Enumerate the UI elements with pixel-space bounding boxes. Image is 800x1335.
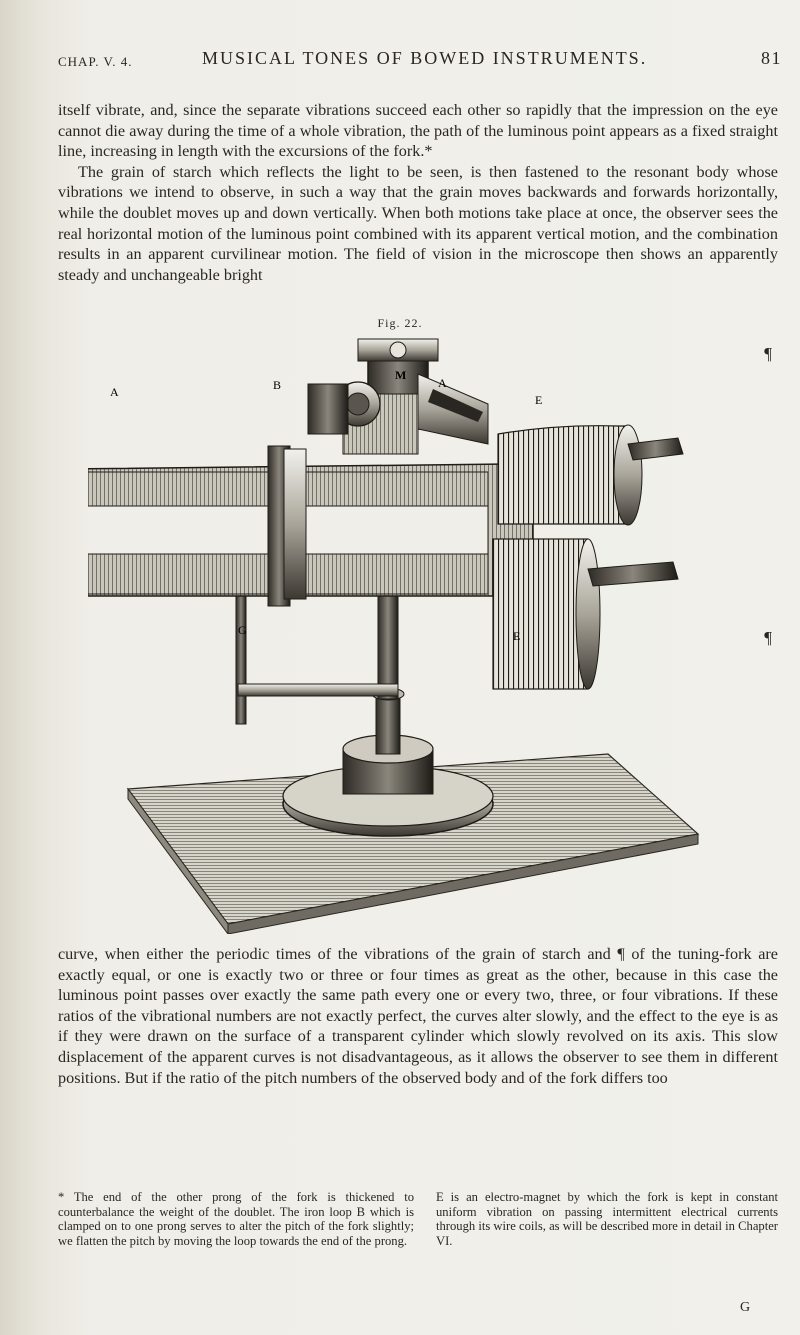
label-a-left: A — [110, 385, 119, 399]
paragraph: curve, when either the periodic times of the vibrations of the grain of starch and ¶ of the tuning-fork are exactly equal, or one is exactly two or three or four times as great as the other, because in this case the luminous point passes over exactly the same path every one or every two, three, or four vibrations. If these ratios of the vibrational numbers are not exactly perfect, the curves alter slowly, and the effect to the eye is as if they were drawn on the surface of a transparent cylinder which slowly revolved on its axis. This slow displacement of the apparent curves is not disadvantageous, as it allows the observer to see them in different positions. But if the ratio of the pitch numbers of the observed body and of the fork differs too — [58, 945, 778, 1087]
label-g: G — [238, 623, 247, 637]
horizontal-arm — [238, 684, 398, 696]
margin-pilcrow: ¶ — [764, 628, 772, 647]
paragraph: itself vibrate, and, since the separate vibrations succeed each other so rapidly that the impression on the eye cannot die away during the time of a whole vibration, the path of the luminous point appears as a fixed straight line, increasing in length with the excursions of the fork.* — [58, 101, 778, 161]
label-b: B — [273, 378, 282, 392]
label-m: M — [395, 368, 407, 382]
footnote-left: * The end of the other prong of the fork is thickened to counterbalance the weight of the doublet. The iron loop B which is clamped on to one prong serves to alter the pitch of the fork slightly; we flatten the pitch by moving the loop towards the end of the prong. — [58, 1190, 414, 1248]
chapter-reference: CHAP. V. 4. — [58, 54, 133, 69]
tuning-fork-illustration — [88, 334, 708, 934]
figure-caption: Fig. 22. — [377, 316, 423, 330]
electro-magnet-e — [493, 425, 683, 689]
footnote-right: E is an electro-magnet by which the fork is kept in constant uniform vibration on passing intermittent electrical currents through its wire coils, as will be described more in detail in Chapter VI. — [436, 1190, 778, 1248]
label-e-top: E — [535, 393, 543, 407]
margin-pilcrow: ¶ — [764, 344, 772, 363]
microscope-m — [308, 339, 488, 454]
running-header — [58, 48, 782, 72]
page-number: 81 — [761, 48, 782, 68]
pedestal — [283, 688, 493, 836]
running-title: MUSICAL TONES OF BOWED INSTRUMENTS. — [202, 48, 648, 68]
label-a-right: A — [438, 376, 447, 390]
tuning-fork — [88, 446, 533, 606]
paragraph: The grain of starch which reflects the light to be seen, is then fastened to the resonant body whose vibrations we intend to observe, in such a way that the grain moves backwards and forwards horizontally, while the doublet moves up and down vertically. When both motions take place at once, the observer sees the real horizontal motion of the luminous point combined with its apparent vertical motion, and the combination results in an apparent curvilinear motion. The field of vision in the microscope then shows an apparently steady and unchangeable bright — [58, 162, 778, 284]
body-text-top — [58, 100, 778, 285]
signature-mark: G — [740, 1300, 751, 1315]
body-text-bottom — [58, 944, 778, 1088]
label-e-bottom: E — [513, 629, 521, 643]
